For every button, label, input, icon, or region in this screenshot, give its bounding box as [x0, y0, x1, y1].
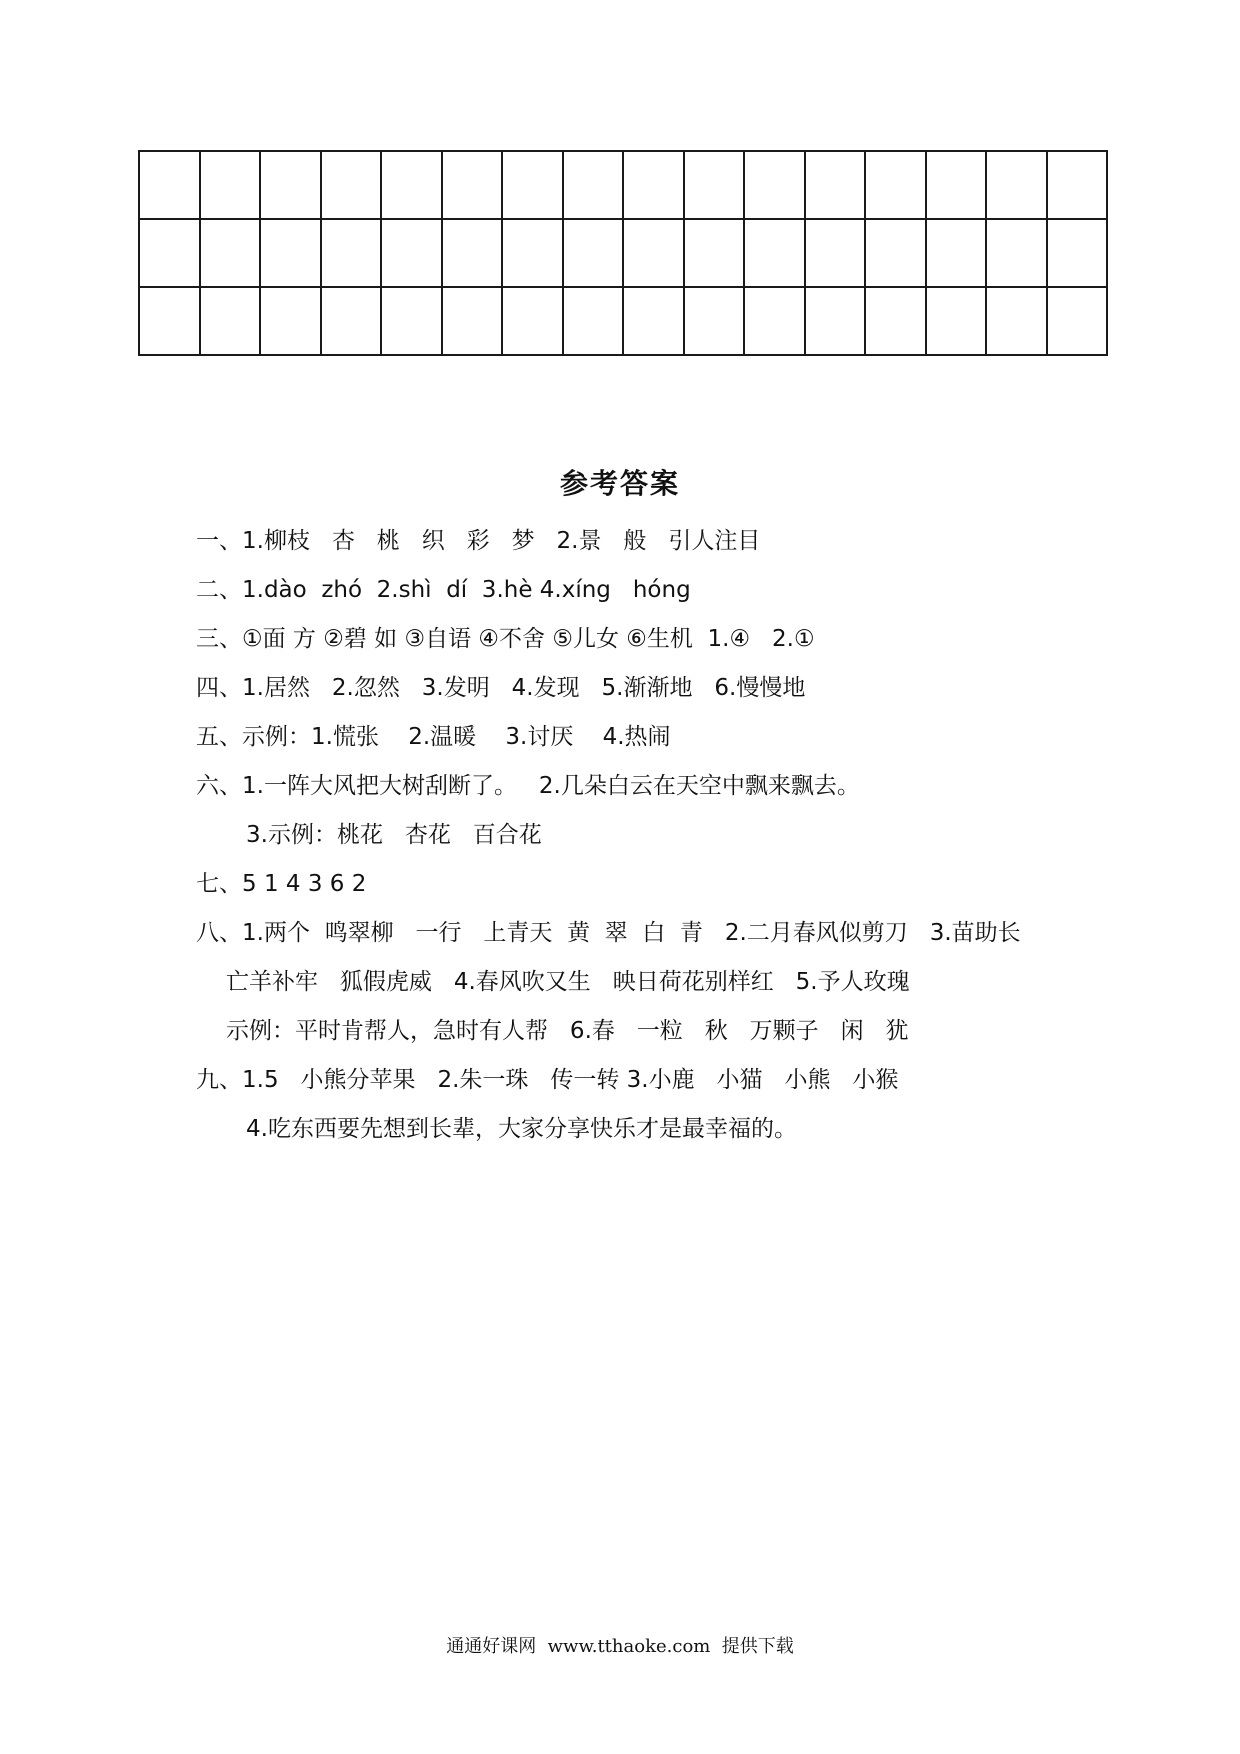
grid-cell	[623, 287, 684, 355]
grid-cell	[200, 151, 261, 219]
grid-cell	[381, 287, 442, 355]
grid-cell	[1047, 287, 1108, 355]
grid-cell	[684, 287, 745, 355]
grid-row	[139, 151, 1107, 219]
grid-cell	[684, 151, 745, 219]
grid-cell	[986, 287, 1047, 355]
grid-cell	[805, 287, 866, 355]
grid-cell	[139, 287, 200, 355]
grid-cell	[805, 151, 866, 219]
grid-cell	[442, 287, 503, 355]
grid-cell	[260, 151, 321, 219]
grid-cell	[986, 219, 1047, 287]
grid-cell	[260, 287, 321, 355]
answer-line-8: 八、1.两个 鸣翠柳 一行 上青天 黄 翠 白 青 2.二月春风似剪刀 3.苗助长	[196, 920, 1021, 946]
grid-cell	[926, 287, 987, 355]
answer-line-5: 五、示例：1.慌张 2.温暖 3.讨厌 4.热闹	[196, 724, 671, 750]
grid-cell	[442, 151, 503, 219]
answer-line-8-continued-2: 示例：平时肯帮人，急时有人帮 6.春 一粒 秋 万颗子 闲 犹	[226, 1018, 909, 1044]
grid-cell	[865, 151, 926, 219]
grid-cell	[200, 287, 261, 355]
grid-cell	[563, 219, 624, 287]
writing-grid	[138, 150, 1108, 356]
answer-line-6: 六、1.一阵大风把大树刮断了。 2.几朵白云在天空中飘来飘去。	[196, 773, 860, 799]
answer-line-4: 四、1.居然 2.忽然 3.发明 4.发现 5.渐渐地 6.慢慢地	[196, 675, 806, 701]
footer-source: 通通好课网 www.tthaoke.com 提供下载	[446, 1636, 794, 1657]
grid-cell	[1047, 219, 1108, 287]
answer-line-9-continued: 4.吃东西要先想到长辈，大家分享快乐才是最幸福的。	[246, 1116, 797, 1142]
grid-cell	[623, 219, 684, 287]
answer-line-9: 九、1.5 小熊分苹果 2.朱一珠 传一转 3.小鹿 小猫 小熊 小猴	[196, 1067, 899, 1093]
grid-cell	[805, 219, 866, 287]
grid-cell	[260, 219, 321, 287]
grid-row	[139, 287, 1107, 355]
grid-cell	[865, 287, 926, 355]
grid-cell	[986, 151, 1047, 219]
answer-line-2: 二、1.dào zhó 2.shì dí 3.hè 4.xíng hóng	[196, 577, 691, 603]
grid-cell	[381, 219, 442, 287]
grid-cell	[744, 219, 805, 287]
grid-cell	[623, 151, 684, 219]
answer-line-6-continued: 3.示例：桃花 杏花 百合花	[246, 822, 542, 848]
grid-cell	[1047, 151, 1108, 219]
grid-cell	[926, 219, 987, 287]
grid-cell	[139, 151, 200, 219]
grid-cell	[502, 287, 563, 355]
grid-cell	[139, 219, 200, 287]
grid-cell	[865, 219, 926, 287]
answer-line-8-continued-1: 亡羊补牢 狐假虎威 4.春风吹又生 映日荷花别样红 5.予人玫瑰	[226, 969, 910, 995]
answer-line-3: 三、①面 方 ②碧 如 ③自语 ④不舍 ⑤儿女 ⑥生机 1.④ 2.①	[196, 626, 815, 652]
answer-key-title: 参考答案	[559, 467, 680, 500]
grid-row	[139, 219, 1107, 287]
grid-cell	[926, 151, 987, 219]
grid-cell	[502, 219, 563, 287]
grid-cell	[684, 219, 745, 287]
grid-cell	[744, 151, 805, 219]
grid-cell	[563, 151, 624, 219]
grid-cell	[502, 151, 563, 219]
grid-cell	[200, 219, 261, 287]
grid-cell	[321, 287, 382, 355]
grid-cell	[442, 219, 503, 287]
grid-cell	[321, 219, 382, 287]
answer-line-1: 一、1.柳枝 杏 桃 织 彩 梦 2.景 般 引人注目	[196, 528, 761, 554]
answer-line-7: 七、5 1 4 3 6 2	[196, 871, 367, 897]
grid-cell	[381, 151, 442, 219]
grid-cell	[321, 151, 382, 219]
grid-cell	[744, 287, 805, 355]
grid-cell	[563, 287, 624, 355]
